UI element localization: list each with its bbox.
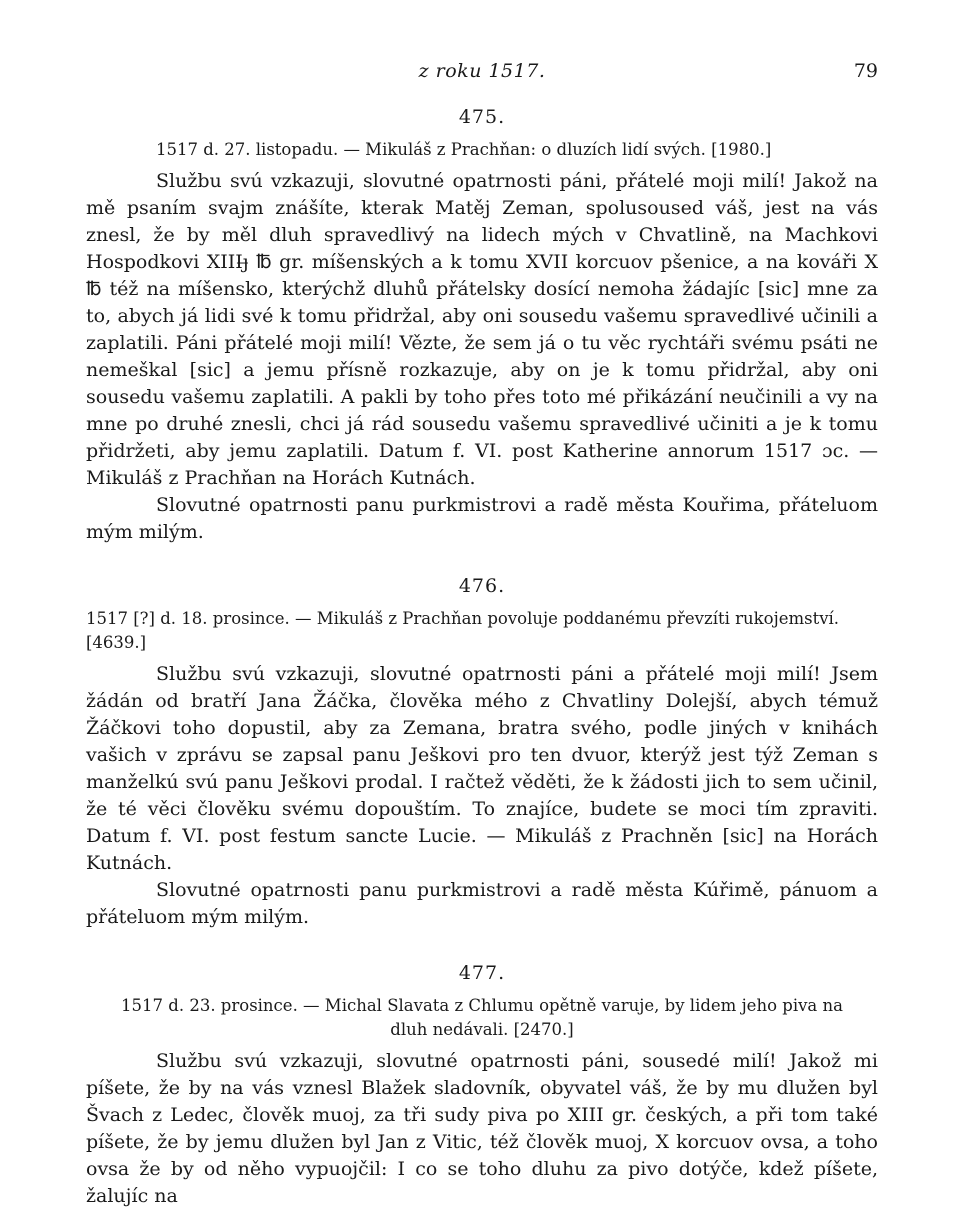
entry-address: Slovutné opatrnosti panu purkmistrovi a radě města Kúřimě, pánuom a přáteluom mým milým. (86, 879, 878, 928)
entry-address: Slovutné opatrnosti panu purkmistrovi a radě města Kouřima, přáteluom mým milým. (86, 494, 878, 543)
entry-gap (86, 546, 878, 574)
entry-477 (86, 961, 878, 1210)
entry-number: 476. (458, 575, 506, 597)
entry-475 (86, 105, 878, 546)
entry-number: 475. (458, 106, 506, 128)
entry-paragraph: Službu svú vzkazuji, slovutné opatrnosti páni, sousedé milí! Jakož mi píšete, že by na vás vznesl Blažek sladovník, obyvatel váš, že by mu dlužen byl Švach z Ledec, člověk muoj, za tři sudy piva po XIII gr. českých, a při tom také píšete, že by jemu dlužen byl Jan z Vitic, též člověk muoj, X korcuov ovsa, a toho ovsa že by od něho vypuojčil: I co se toho dluhu za pivo dotýče, kdež píšete, žalujíc na (86, 1050, 878, 1207)
page-number: 79 (853, 60, 878, 82)
entry-paragraph: Službu svú vzkazuji, slovutné opatrnosti páni a přátelé moji milí! Jsem žádán od bratří Jana Žáčka, člověka mého z Chvatliny Dolejší, abych témuž Žáčkovi toho dopustil, aby za Zemana, bratra svého, podle jiných v knihách vašich v zprávu se zapsal panu Ješkovi pro ten dvuor, kterýž jest týž Zeman s manželkú svú panu Ješkovi prodal. I račtež věděti, že k žádosti jich to sem učinil, že té věci člověku svému dopouštím. To znajíce, budete se moci tím zpraviti. Datum f. VI. post festum sancte Lucie. — Mikuláš z Prachněn [sic] na Horách Kutnách. (86, 663, 878, 874)
entry-regest: 1517 d. 23. prosince. — Michal Slavata z Chlumu opětně varuje, by lidem jeho piva na dluh nedávali. [2470.] (121, 996, 843, 1039)
entry-paragraph: Službu svú vzkazuji, slovutné opatrnosti páni, přátelé moji milí! Jakož na mě psaním svajm znášíte, kterak Matěj Zeman, spolusoused váš, jest na vás znesl, že by měl dluh spravedlivý na lidech mých v Chvatlině, na Machkovi Hospodkovi XIIIȷ̶ ℔ gr. míšenských a k tomu XVII korcuov pšenice, a na kováři X ℔ též na míšensko, kterýchž dluhů přátelsky dosící nemoha žádajíc [sic] mne za to, abych já lidi své k tomu přidržal, aby oni sousedu vašemu spravedlivé učinili a zaplatili. Páni přátelé moji milí! Vězte, že sem já o tu věc rychtáři svému psáti ne nemeškal [sic] a jemu přísně rozkazuje, aby on je k tomu přidržal, aby oni sousedu vašemu zaplatili. A pakli by toho přes toto mé přikázání neučinili a vy na mne po druhé znesli, chci já rád sousedu vašemu spravedlivé učiniti a je k tomu přidržeti, aby jemu zaplatili. Datum f. VI. post Katherine annorum 1517 ɔc. — Mikuláš z Prachňan na Horách Kutnách. (86, 170, 878, 489)
entry-regest: 1517 [?] d. 18. prosince. — Mikuláš z Prachňan povoluje poddanému převzíti rukojemství. [4639.] (86, 609, 840, 652)
entry-gap (86, 931, 878, 961)
page-header (86, 60, 878, 90)
entry-regest: 1517 d. 27. listopadu. — Mikuláš z Prachňan: o dluzích lidí svých. [1980.] (156, 140, 772, 159)
running-title: z roku 1517. (418, 60, 546, 82)
page-content (86, 105, 878, 1210)
entry-number: 477. (458, 962, 506, 984)
entry-476 (86, 574, 878, 931)
